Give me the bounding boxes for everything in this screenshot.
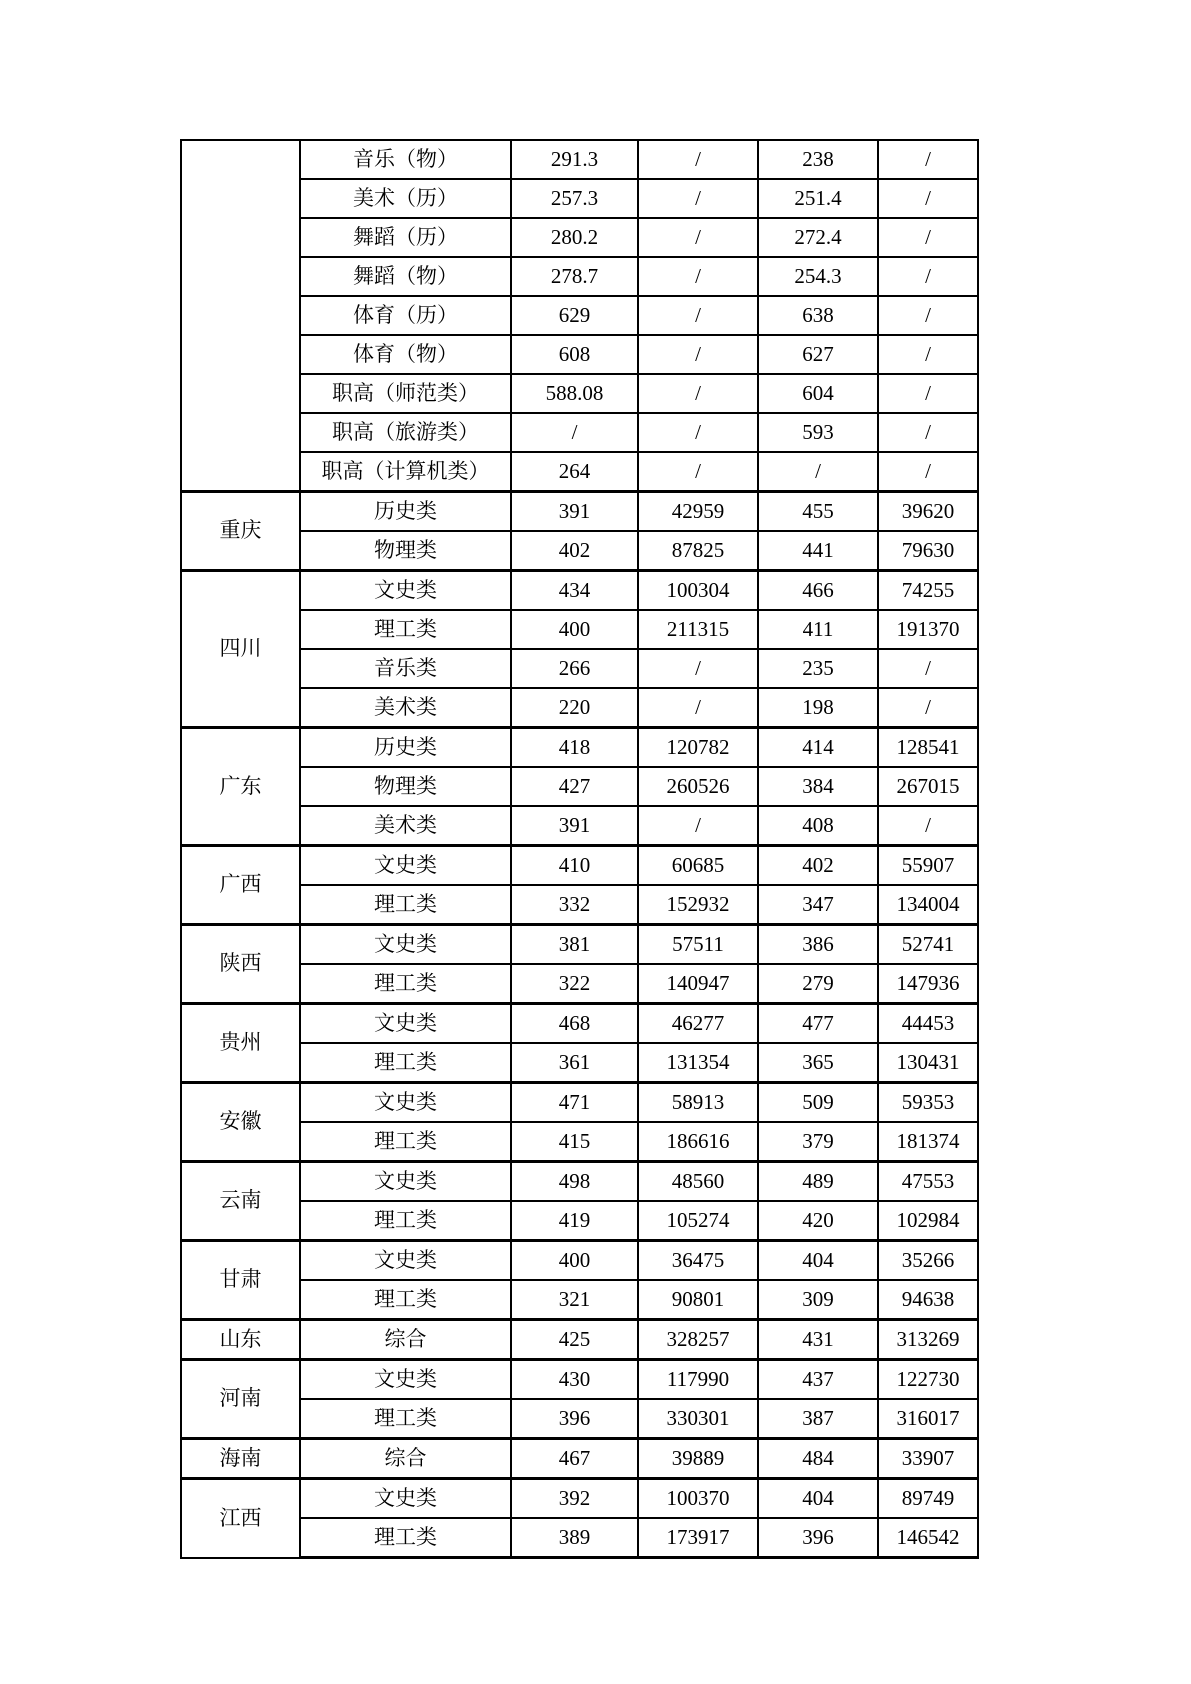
table-row: [181, 1201, 978, 1241]
table-row: [181, 571, 978, 611]
value-cell: 52741: [878, 925, 978, 965]
value-cell: 46277: [638, 1004, 758, 1044]
value-cell: 257.3: [511, 179, 638, 218]
category-cell: 美术（历）: [300, 179, 511, 218]
category-cell: 综合: [300, 1320, 511, 1360]
value-cell: 117990: [638, 1360, 758, 1400]
category-cell: 美术类: [300, 806, 511, 846]
table-row: [181, 846, 978, 886]
value-cell: 39620: [878, 492, 978, 532]
province-cell: 广东: [181, 728, 300, 846]
value-cell: 260526: [638, 767, 758, 806]
category-cell: 职高（旅游类）: [300, 413, 511, 452]
value-cell: 87825: [638, 531, 758, 571]
province-cell: 云南: [181, 1162, 300, 1241]
category-cell: 文史类: [300, 571, 511, 611]
value-cell: 313269: [878, 1320, 978, 1360]
value-cell: 100370: [638, 1479, 758, 1519]
value-cell: 384: [758, 767, 878, 806]
value-cell: /: [878, 649, 978, 688]
category-cell: 物理类: [300, 531, 511, 571]
table-row: [181, 1320, 978, 1360]
value-cell: 418: [511, 728, 638, 768]
value-cell: 186616: [638, 1122, 758, 1162]
province-cell: 安徽: [181, 1083, 300, 1162]
value-cell: 173917: [638, 1518, 758, 1558]
value-cell: 44453: [878, 1004, 978, 1044]
category-cell: 职高（计算机类）: [300, 452, 511, 492]
table-row: [181, 257, 978, 296]
table-row: [181, 1280, 978, 1320]
value-cell: 509: [758, 1083, 878, 1123]
value-cell: 420: [758, 1201, 878, 1241]
value-cell: 608: [511, 335, 638, 374]
value-cell: /: [878, 335, 978, 374]
table-row: [181, 1439, 978, 1479]
value-cell: 100304: [638, 571, 758, 611]
value-cell: 434: [511, 571, 638, 611]
category-cell: 音乐（物）: [300, 140, 511, 179]
value-cell: 638: [758, 296, 878, 335]
value-cell: /: [878, 179, 978, 218]
category-cell: 理工类: [300, 1043, 511, 1083]
value-cell: 74255: [878, 571, 978, 611]
table-row: [181, 296, 978, 335]
category-cell: 体育（物）: [300, 335, 511, 374]
category-cell: 综合: [300, 1439, 511, 1479]
value-cell: 33907: [878, 1439, 978, 1479]
value-cell: 467: [511, 1439, 638, 1479]
category-cell: 文史类: [300, 1360, 511, 1400]
value-cell: /: [638, 649, 758, 688]
category-cell: 理工类: [300, 1201, 511, 1241]
value-cell: 322: [511, 964, 638, 1004]
value-cell: 55907: [878, 846, 978, 886]
value-cell: 35266: [878, 1241, 978, 1281]
value-cell: 198: [758, 688, 878, 728]
value-cell: 471: [511, 1083, 638, 1123]
value-cell: 130431: [878, 1043, 978, 1083]
value-cell: 484: [758, 1439, 878, 1479]
value-cell: /: [878, 296, 978, 335]
value-cell: 120782: [638, 728, 758, 768]
value-cell: 36475: [638, 1241, 758, 1281]
table-row: [181, 1043, 978, 1083]
value-cell: 425: [511, 1320, 638, 1360]
value-cell: 316017: [878, 1399, 978, 1439]
value-cell: 410: [511, 846, 638, 886]
category-cell: 职高（师范类）: [300, 374, 511, 413]
value-cell: 211315: [638, 610, 758, 649]
value-cell: 381: [511, 925, 638, 965]
category-cell: 理工类: [300, 885, 511, 925]
table-row: [181, 728, 978, 768]
category-cell: 音乐类: [300, 649, 511, 688]
value-cell: 419: [511, 1201, 638, 1241]
category-cell: 文史类: [300, 1162, 511, 1202]
value-cell: 59353: [878, 1083, 978, 1123]
table-row: [181, 1083, 978, 1123]
category-cell: 文史类: [300, 1241, 511, 1281]
value-cell: 330301: [638, 1399, 758, 1439]
value-cell: /: [878, 218, 978, 257]
value-cell: 272.4: [758, 218, 878, 257]
province-cell: 河南: [181, 1360, 300, 1439]
value-cell: 489: [758, 1162, 878, 1202]
category-cell: 舞蹈（历）: [300, 218, 511, 257]
value-cell: 89749: [878, 1479, 978, 1519]
table-row: [181, 531, 978, 571]
value-cell: 254.3: [758, 257, 878, 296]
category-cell: 文史类: [300, 1004, 511, 1044]
value-cell: 105274: [638, 1201, 758, 1241]
table-row: [181, 1122, 978, 1162]
value-cell: /: [878, 140, 978, 179]
value-cell: 466: [758, 571, 878, 611]
province-cell: 甘肃: [181, 1241, 300, 1320]
province-cell: 海南: [181, 1439, 300, 1479]
value-cell: 134004: [878, 885, 978, 925]
value-cell: 593: [758, 413, 878, 452]
value-cell: /: [638, 257, 758, 296]
value-cell: 365: [758, 1043, 878, 1083]
value-cell: 238: [758, 140, 878, 179]
value-cell: 455: [758, 492, 878, 532]
category-cell: 理工类: [300, 610, 511, 649]
table-row: [181, 218, 978, 257]
value-cell: /: [638, 179, 758, 218]
value-cell: 266: [511, 649, 638, 688]
value-cell: 60685: [638, 846, 758, 886]
value-cell: 391: [511, 492, 638, 532]
value-cell: /: [878, 374, 978, 413]
table-row: [181, 1399, 978, 1439]
value-cell: 147936: [878, 964, 978, 1004]
value-cell: 152932: [638, 885, 758, 925]
value-cell: /: [638, 452, 758, 492]
value-cell: 414: [758, 728, 878, 768]
table-row: [181, 140, 978, 179]
value-cell: 408: [758, 806, 878, 846]
value-cell: 588.08: [511, 374, 638, 413]
value-cell: 400: [511, 610, 638, 649]
category-cell: 物理类: [300, 767, 511, 806]
value-cell: 427: [511, 767, 638, 806]
value-cell: 498: [511, 1162, 638, 1202]
value-cell: 431: [758, 1320, 878, 1360]
table-row: [181, 885, 978, 925]
value-cell: 629: [511, 296, 638, 335]
value-cell: 191370: [878, 610, 978, 649]
table-row: [181, 767, 978, 806]
value-cell: /: [878, 257, 978, 296]
category-cell: 文史类: [300, 846, 511, 886]
value-cell: 128541: [878, 728, 978, 768]
province-cell: 重庆: [181, 492, 300, 571]
category-cell: 理工类: [300, 1280, 511, 1320]
value-cell: /: [878, 688, 978, 728]
value-cell: 332: [511, 885, 638, 925]
value-cell: 361: [511, 1043, 638, 1083]
table-row: [181, 413, 978, 452]
province-cell: 广西: [181, 846, 300, 925]
value-cell: 90801: [638, 1280, 758, 1320]
value-cell: 379: [758, 1122, 878, 1162]
category-cell: 体育（历）: [300, 296, 511, 335]
value-cell: 235: [758, 649, 878, 688]
table-row: [181, 610, 978, 649]
value-cell: 102984: [878, 1201, 978, 1241]
category-cell: 文史类: [300, 925, 511, 965]
value-cell: 389: [511, 1518, 638, 1558]
value-cell: 42959: [638, 492, 758, 532]
value-cell: 94638: [878, 1280, 978, 1320]
value-cell: /: [638, 335, 758, 374]
table-row: [181, 1479, 978, 1519]
value-cell: 402: [511, 531, 638, 571]
value-cell: 278.7: [511, 257, 638, 296]
category-cell: 历史类: [300, 728, 511, 768]
value-cell: 48560: [638, 1162, 758, 1202]
value-cell: 387: [758, 1399, 878, 1439]
value-cell: 328257: [638, 1320, 758, 1360]
value-cell: /: [638, 806, 758, 846]
value-cell: 411: [758, 610, 878, 649]
value-cell: /: [638, 374, 758, 413]
value-cell: 58913: [638, 1083, 758, 1123]
value-cell: 441: [758, 531, 878, 571]
province-cell: 四川: [181, 571, 300, 728]
score-table-body: [181, 140, 978, 1558]
value-cell: /: [638, 688, 758, 728]
value-cell: /: [878, 413, 978, 452]
value-cell: 220: [511, 688, 638, 728]
value-cell: 386: [758, 925, 878, 965]
admission-scores-table: [180, 139, 979, 1559]
table-row: [181, 374, 978, 413]
value-cell: 392: [511, 1479, 638, 1519]
table-row: [181, 1162, 978, 1202]
category-cell: 理工类: [300, 1399, 511, 1439]
value-cell: /: [638, 140, 758, 179]
province-cell: 贵州: [181, 1004, 300, 1083]
value-cell: /: [511, 413, 638, 452]
value-cell: 267015: [878, 767, 978, 806]
value-cell: 122730: [878, 1360, 978, 1400]
category-cell: 美术类: [300, 688, 511, 728]
value-cell: 404: [758, 1241, 878, 1281]
table-row: [181, 179, 978, 218]
value-cell: 430: [511, 1360, 638, 1400]
table-row: [181, 335, 978, 374]
value-cell: /: [638, 413, 758, 452]
category-cell: 舞蹈（物）: [300, 257, 511, 296]
value-cell: 57511: [638, 925, 758, 965]
value-cell: 396: [758, 1518, 878, 1558]
category-cell: 理工类: [300, 964, 511, 1004]
value-cell: 437: [758, 1360, 878, 1400]
value-cell: 468: [511, 1004, 638, 1044]
category-cell: 文史类: [300, 1083, 511, 1123]
value-cell: 627: [758, 335, 878, 374]
table-row: [181, 1004, 978, 1044]
value-cell: 279: [758, 964, 878, 1004]
value-cell: /: [638, 296, 758, 335]
value-cell: 264: [511, 452, 638, 492]
value-cell: 251.4: [758, 179, 878, 218]
category-cell: 历史类: [300, 492, 511, 532]
value-cell: 79630: [878, 531, 978, 571]
value-cell: 131354: [638, 1043, 758, 1083]
value-cell: 47553: [878, 1162, 978, 1202]
value-cell: 291.3: [511, 140, 638, 179]
value-cell: 280.2: [511, 218, 638, 257]
value-cell: 347: [758, 885, 878, 925]
value-cell: /: [638, 218, 758, 257]
table-row: [181, 1241, 978, 1281]
value-cell: 604: [758, 374, 878, 413]
value-cell: /: [878, 452, 978, 492]
table-row: [181, 688, 978, 728]
value-cell: 140947: [638, 964, 758, 1004]
category-cell: 文史类: [300, 1479, 511, 1519]
value-cell: 146542: [878, 1518, 978, 1558]
value-cell: 181374: [878, 1122, 978, 1162]
value-cell: 404: [758, 1479, 878, 1519]
province-cell: [181, 140, 300, 492]
table-row: [181, 925, 978, 965]
value-cell: 400: [511, 1241, 638, 1281]
category-cell: 理工类: [300, 1518, 511, 1558]
category-cell: 理工类: [300, 1122, 511, 1162]
value-cell: 415: [511, 1122, 638, 1162]
value-cell: 39889: [638, 1439, 758, 1479]
value-cell: /: [878, 806, 978, 846]
table-row: [181, 964, 978, 1004]
value-cell: 477: [758, 1004, 878, 1044]
province-cell: 江西: [181, 1479, 300, 1558]
value-cell: 402: [758, 846, 878, 886]
table-row: [181, 649, 978, 688]
table-row: [181, 492, 978, 532]
table-row: [181, 452, 978, 492]
table-row: [181, 1360, 978, 1400]
value-cell: 396: [511, 1399, 638, 1439]
value-cell: /: [758, 452, 878, 492]
province-cell: 山东: [181, 1320, 300, 1360]
value-cell: 391: [511, 806, 638, 846]
table-row: [181, 806, 978, 846]
province-cell: 陕西: [181, 925, 300, 1004]
value-cell: 321: [511, 1280, 638, 1320]
table-row: [181, 1518, 978, 1558]
value-cell: 309: [758, 1280, 878, 1320]
